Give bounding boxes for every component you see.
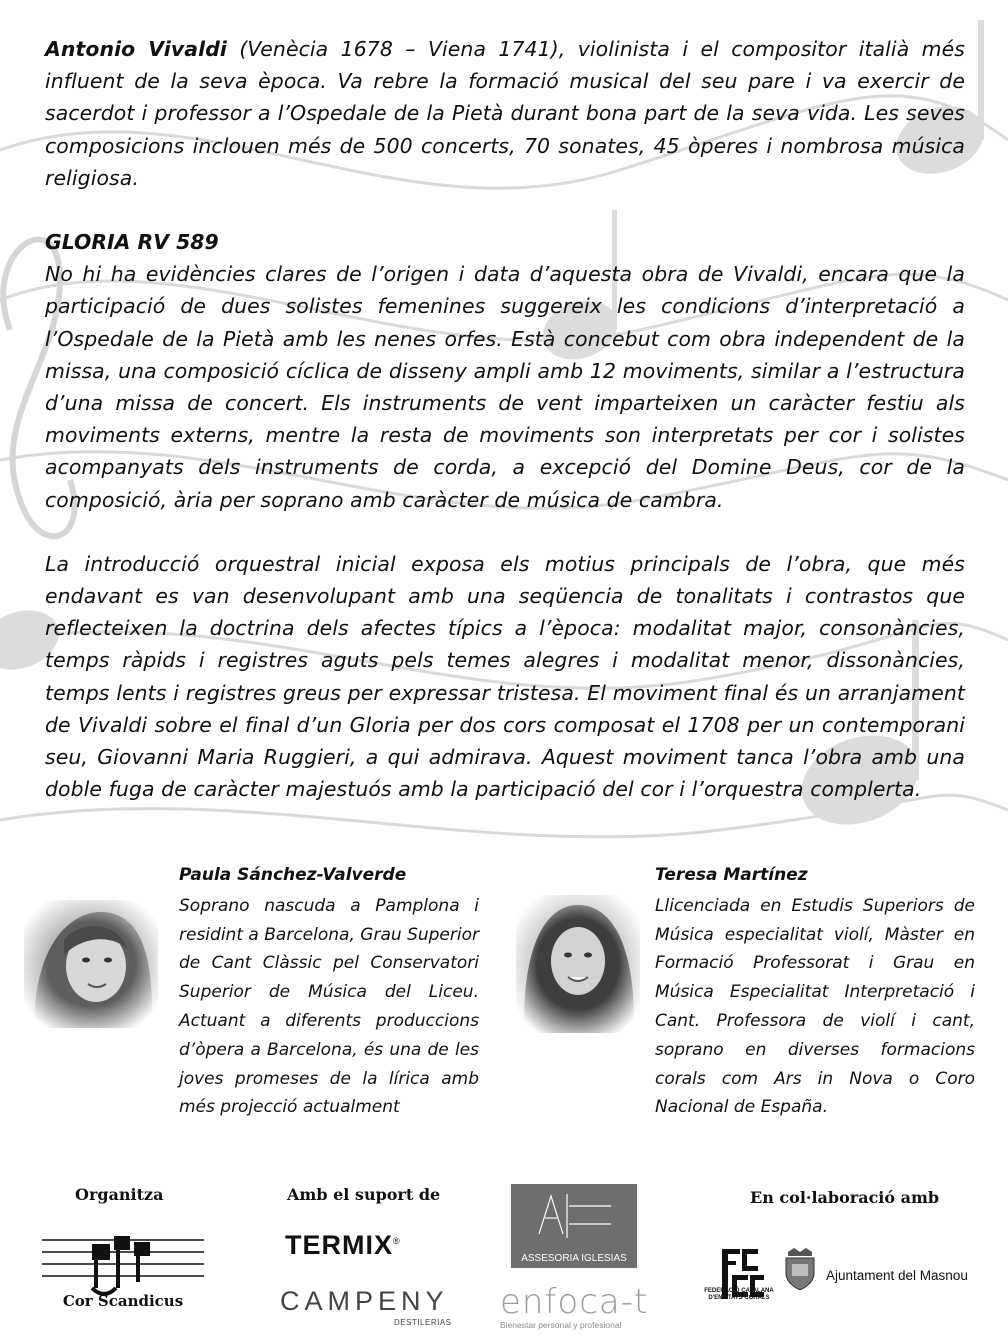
suport-heading: Amb el suport de	[287, 1185, 441, 1204]
assesoria-iglesias-logo	[511, 1184, 637, 1268]
organitza-heading: Organitza	[75, 1185, 164, 1204]
campeny-subtitle: DESTILERIAS	[394, 1318, 452, 1327]
gloria-paragraph-2: La introducció orquestral inicial exposa els motius principals de l’obra, que més endavant es van desenvolupant amb una seqüencia de tonalitats i contrastos que reflecteixen la doctrina dels afectes típics a l’època: modalitat major, consonàncies, temps ràpids i registres aguts pels temes alegres i modalitat menor, dissonàncies, temps lents i registres greus per expressar tristesa. El moviment final és un arranjament de Vivaldi sobre el final d’un Gloria per dos cors composat el 1708 per un contemporani seu, Giovanni Maria Ruggieri, a qui admirava. Aquest moviment tanca l’obra amb una doble fuga de caràcter majestuós amb la participació del cor i l’orquestra complerta.	[45, 551, 965, 802]
enfocat-subtitle: Bienestar personal y profesional	[500, 1320, 622, 1330]
vivaldi-paragraph	[45, 33, 965, 194]
campeny-logo: CAMPENY	[280, 1286, 449, 1316]
gloria-title: GLORIA RV 589	[45, 230, 219, 255]
vivaldi-name: Antonio Vivaldi	[45, 37, 227, 61]
teresa-name: Teresa Martínez	[655, 865, 808, 885]
ai-monogram-icon	[511, 1184, 637, 1246]
fcec-text: FEDERACIÓ CATALANA D'ENTITATS CORALS	[704, 1288, 774, 1301]
teresa-bio	[655, 861, 975, 1122]
enfocat-logo: enfoca-t	[500, 1282, 649, 1322]
main-text	[45, 33, 965, 805]
termix-logo	[285, 1230, 401, 1261]
paula-name: Paula Sánchez-Valverde	[179, 865, 407, 885]
portrait-image	[24, 900, 158, 1028]
paula-bio	[179, 861, 479, 1122]
gloria-paragraph-1: No hi ha evidències clares de l’origen i data d’aquesta obra de Vivaldi, encara que la participació de dues solistes femenines suggereix les condicions d’interpretació a l’Ospedale de la Pietà amb les nenes orfes. Està concebut com obra independent de la missa, una composició cíclica de disseny ampli amb 12 moviments, similar a l’estructura d’una missa de concert. Els instruments de vent imparteixen un caràcter festiu als moviments externs, mentre la resta de moviments son interpretats per cor i solistes acompanyats dels instruments de corda, a excepció del Domine Deus, cor de la composició, ària per soprano amb caràcter de música de cambra.	[45, 262, 965, 512]
masnou-name: Ajuntament del Masnou	[826, 1268, 968, 1283]
teresa-photo	[516, 895, 640, 1033]
paula-photo	[24, 900, 158, 1028]
fcec-logo	[712, 1232, 766, 1322]
termix-text: TERMIX	[285, 1230, 394, 1260]
masnou-shield-icon	[782, 1248, 818, 1290]
paula-bio-text: Soprano nascuda a Pamplona i residint a Barcelona, Grau Superior de Cant Clàssic pel Conservatori Superior de Música del Liceu. Actuant a diferents produccions d’òpera a Barcelona, és una de les joves promeses de la lírica amb més projecció actualment	[179, 895, 479, 1118]
teresa-bio-text: Llicenciada en Estudis Superiors de Música especialitat violí, Màster en Formació Professorat i Grau en Música Especialitat Interpretació i Cant. Professora de violí i cant, soprano en diverses formacions corals com Ars in Nova o Coro Nacional de España.	[655, 895, 975, 1118]
registered-mark: ®	[393, 1236, 401, 1246]
cor-scandicus-name: Cor Scandicus	[62, 1292, 184, 1310]
vivaldi-text: (Venècia 1678 – Viena 1741), violinista i el compositor italià més influent de la seva època. Va rebre la formació musical del seu pare i va exercir de sacerdot i professor a l’Ospedale de la Pietà durant bona part de la seva vida. Les seves composicions inclouen més de 500 concerts, 70 sonates, 45 òperes i nombrosa música religiosa.	[45, 37, 965, 190]
collaboracio-heading: En col·laboració amb	[750, 1188, 940, 1207]
portrait-image	[516, 895, 640, 1033]
assesoria-iglesias-text: ASSESORIA IGLESIAS	[521, 1253, 627, 1264]
